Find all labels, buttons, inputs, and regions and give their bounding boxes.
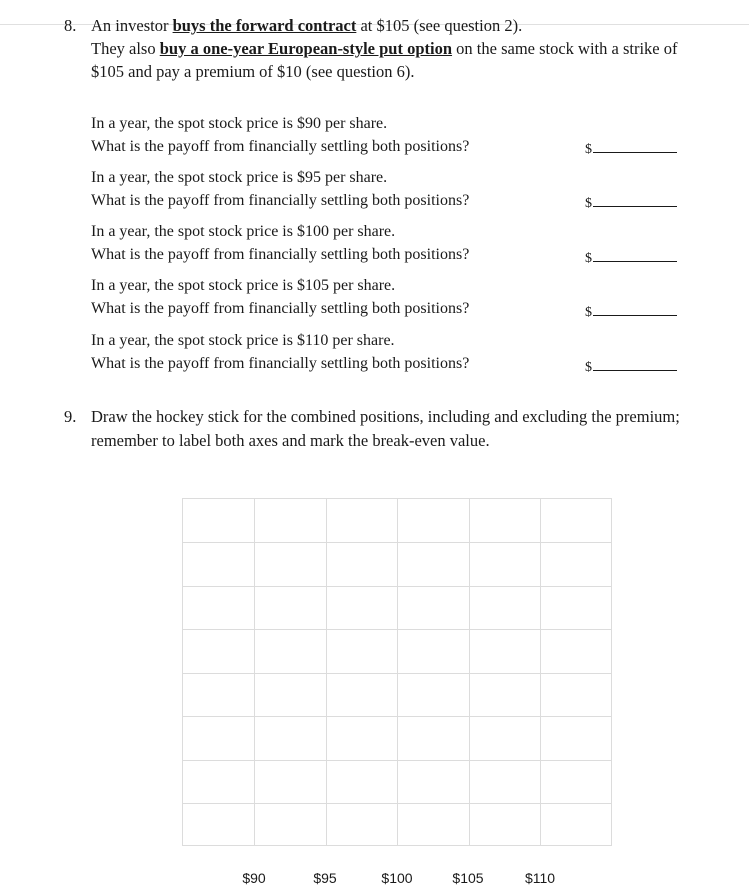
question-8-line-3: $105 and pay a premium of $10 (see question 6).	[91, 62, 415, 81]
answer-line[interactable]	[593, 358, 677, 371]
grid-horizontal-line	[183, 760, 611, 761]
grid-vertical-line	[326, 499, 327, 845]
question-number: 9.	[64, 407, 77, 426]
question-8-line-2: They also buy a one-year European-style put option on the same stock with a strike of	[91, 39, 678, 58]
sub-question: In a year, the spot stock price is $95 per share. What is the payoff from financially settling both positions?	[91, 169, 470, 209]
x-axis-label: $110	[524, 870, 556, 886]
sub-question: In a year, the spot stock price is $100 per share. What is the payoff from financially settling both positions?	[91, 223, 470, 263]
question-8-line-1: An investor buys the forward contract at $105 (see question 2).	[91, 16, 523, 35]
grid-horizontal-line	[183, 803, 611, 804]
sub-question: In a year, the spot stock price is $105 per share. What is the payoff from financially settling both positions?	[91, 277, 470, 317]
answer-blank[interactable]: $	[585, 303, 677, 321]
grid-horizontal-line	[183, 542, 611, 543]
question-9	[64, 405, 734, 453]
x-axis-label: $95	[313, 870, 337, 886]
answer-line[interactable]	[593, 140, 677, 153]
x-axis-label: $105	[452, 870, 484, 886]
grid-vertical-line	[254, 499, 255, 845]
answer-line[interactable]	[593, 249, 677, 262]
grid-horizontal-line	[183, 629, 611, 630]
answer-line[interactable]	[593, 194, 677, 207]
grid-horizontal-line	[183, 586, 611, 587]
grid-vertical-line	[469, 499, 470, 845]
question-8	[64, 14, 734, 83]
question-9-line-2: remember to label both axes and mark the break-even value.	[91, 431, 490, 450]
grid-horizontal-line	[183, 673, 611, 674]
x-axis-label: $90	[242, 870, 266, 886]
answer-blank[interactable]: $	[585, 358, 677, 376]
answer-blank[interactable]: $	[585, 249, 677, 267]
grid-vertical-line	[397, 499, 398, 845]
sub-question: In a year, the spot stock price is $90 per share. What is the payoff from financially settling both positions?	[91, 115, 470, 155]
emphasis-put-option: buy a one-year European-style put option	[159, 39, 453, 58]
emphasis-forward: buys the forward contract	[172, 16, 357, 35]
sub-question: In a year, the spot stock price is $110 per share. What is the payoff from financially settling both positions?	[91, 332, 470, 372]
question-number: 8.	[64, 16, 77, 35]
grid-vertical-line	[540, 499, 541, 845]
answer-blank[interactable]: $	[585, 194, 677, 212]
question-9-line-1: Draw the hockey stick for the combined positions, including and excluding the premium;	[91, 407, 680, 426]
answer-line[interactable]	[593, 303, 677, 316]
answer-blank[interactable]: $	[585, 140, 677, 158]
drawing-grid[interactable]	[182, 498, 612, 846]
x-axis-label: $100	[381, 870, 413, 886]
grid-horizontal-line	[183, 716, 611, 717]
